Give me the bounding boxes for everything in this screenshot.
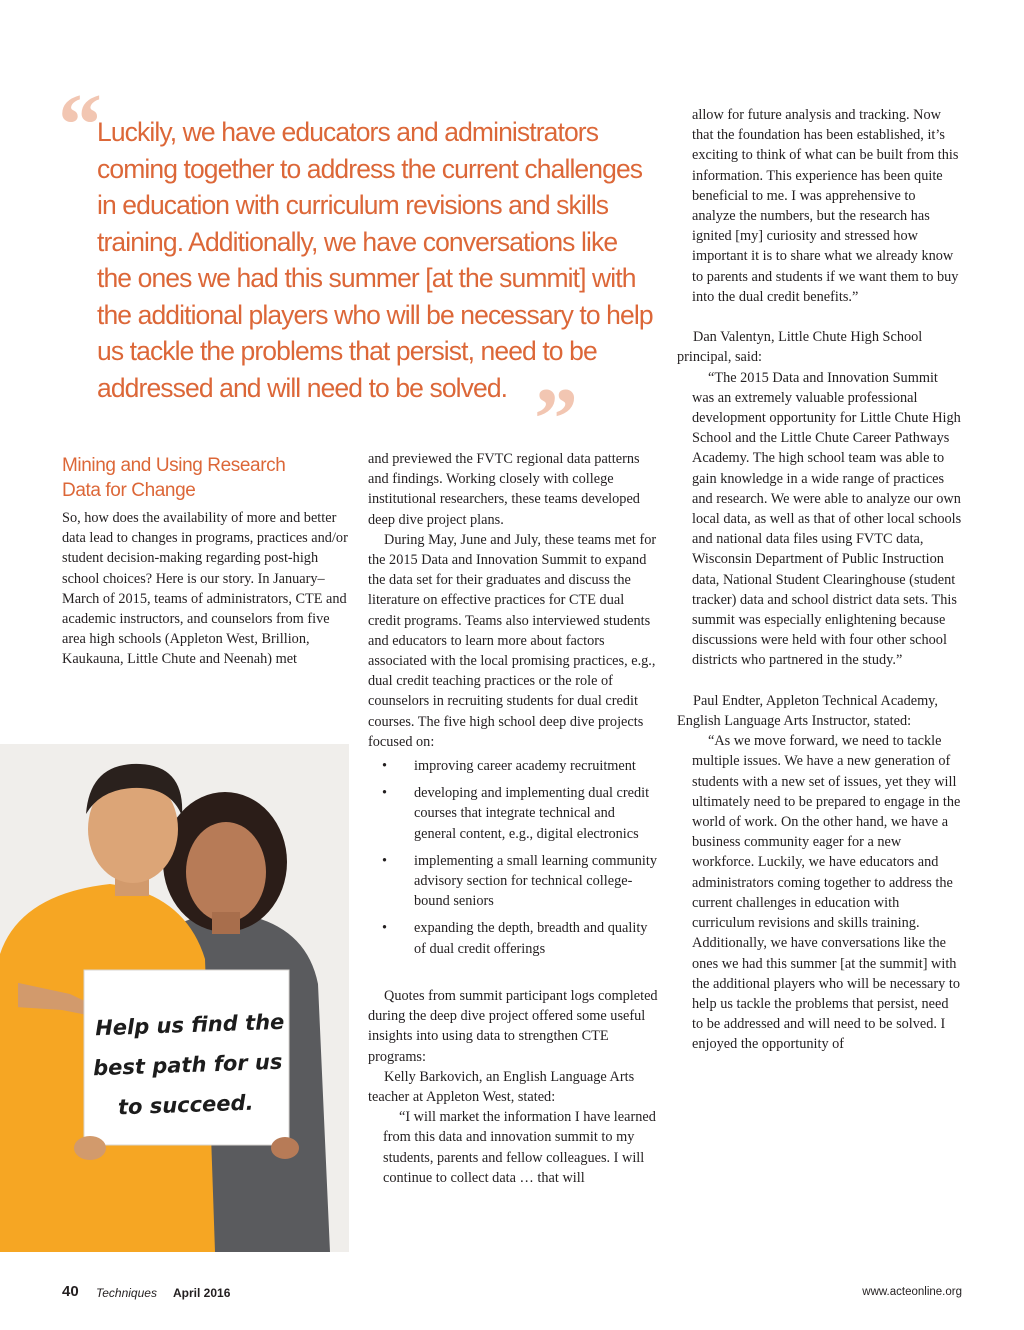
bullet-marker: • xyxy=(382,852,388,869)
bullet-marker: • xyxy=(382,758,388,775)
quote-dan-valentyn: “The 2015 Data and Innovation Summit was an extremely valuable professional development opportunity for Little Chute High School and the Little Chute Career Pathways Academy. The high school team was able to gain knowledge in a wide range of practices and research. We were able to analyze our own local data, as well as that of other local schools and national data files using FVTC data, Wisconsin Department of Public Instruction data, National Student Clearinghouse (student tracker) data and school district data sets. This summit was especially enlightening because discussions were held with four other school districts who partnered in the study.” xyxy=(692,369,962,669)
paragraph: Paul Endter, Appleton Technical Academy, English Language Arts Instructor, stated: xyxy=(677,692,938,730)
students-photo xyxy=(0,744,349,1252)
paragraph: During May, June and July, these teams met for the 2015 Data and Innovation Summit to expand the data set for their graduates and discuss the literature on effective practices for CTE dual credit programs. Teams also interviewed students and educators to learn more about factors associated with the local promising practices, e.g., dual credit teaching practices or the role of counselors in recruiting students for dual credit courses. The five high school deep dive projects focused on: xyxy=(368,531,657,750)
quote-paul-endter: “As we move forward, we need to tackle multiple issues. We have a new generation of students with a new set of issues, yet they will ultimately need to be prepared to engage in the world of work. On the other hand, we have a business community eager for a new workforce. Luckily, we have educators and administrators coming together to address the current challenges in education with curriculum revisions and skills training. Additionally, we have conversations like the ones we had this summer [at the summit] with the additional players who will be necessary to help us tackle the problems that persist, need to be addressed and will need to be solved. I enjoyed the opportunity of xyxy=(692,733,961,1053)
section-heading-line2: Data for Change xyxy=(62,480,196,501)
section-heading-line1: Mining and Using Research xyxy=(62,455,286,476)
intro-paragraph: So, how does the availability of more and better data lead to changes in programs, practices and/or student decision-making regarding post-high school choices? Here is our story. In January–March of 2015, teams of administrators, CTE and academic instructors, and counselors from five area high schools (Appleton West, Brillion, Kaukauna, Little Chute and Neenah) met xyxy=(62,510,348,668)
website-url: www.acteonline.org xyxy=(862,1286,962,1298)
list-item-text: expanding the depth, breadth and quality of dual credit offerings xyxy=(414,920,648,957)
list-item xyxy=(368,756,658,776)
column-3 xyxy=(677,105,962,1055)
list-item xyxy=(368,851,658,912)
pull-quote: Luckily, we have educators and administrators coming together to address the current challenges in education with curriculum revisions and skills training. Additionally, we have conversations like the ones we had this summer [at the summit] with the additional players who will be necessary to help us tackle the problems that persist, need to be addressed and will need to be solved. xyxy=(97,117,653,403)
paragraph: Quotes from summit participant logs completed during the deep dive project offered some useful insights into using data to strengthen CTE programs: xyxy=(368,988,658,1065)
list-item-text: developing and implementing dual credit courses that integrate technical and general content, e.g., digital electronics xyxy=(414,785,650,842)
list-item-text: implementing a small learning community advisory section for technical college-bound seniors xyxy=(414,852,657,910)
sign-line-3: to succeed. xyxy=(117,1090,254,1120)
students-illustration xyxy=(0,744,349,1252)
bullet-marker: • xyxy=(382,785,388,802)
issue-date: April 2016 xyxy=(173,1286,231,1300)
column-2 xyxy=(368,449,658,1188)
list-item xyxy=(368,918,658,958)
quote-kelly-barkovich: “I will market the information I have learned from this data and innovation summit to my students, parents and fellow colleagues. I will continue to collect data … that will xyxy=(383,1109,656,1186)
list-item xyxy=(368,783,658,844)
quote-continuation: allow for future analysis and tracking. Now that the foundation has been established, it’s exciting to think of what can be built from this information. This experience has been quite beneficial to me. I was apprehensive to analyze the numbers, but the research has ignited [my] curiosity and stressed how important it is to share what we already know to parents and students if we want them to buy into the dual credit benefits.” xyxy=(692,107,959,305)
magazine-name: Techniques xyxy=(96,1286,157,1300)
sign-line-2: best path for us xyxy=(92,1049,283,1081)
section-heading xyxy=(62,453,362,503)
bullet-list xyxy=(368,756,658,959)
page-number: 40 xyxy=(62,1283,79,1300)
sign-line-1: Help us find the xyxy=(94,1009,285,1041)
open-quote-mark: “ xyxy=(58,77,102,174)
close-quote-mark: ” xyxy=(534,371,578,468)
column-1 xyxy=(62,508,354,670)
paragraph: Dan Valentyn, Little Chute High School principal, said: xyxy=(677,329,923,366)
list-item-text: improving career academy recruitment xyxy=(414,758,636,775)
paragraph: Kelly Barkovich, an English Language Arts teacher at Appleton West, stated: xyxy=(368,1068,635,1106)
paragraph: and previewed the FVTC regional data patterns and findings. Working closely with college institutional researchers, these teams developed deep dive project plans. xyxy=(368,451,640,528)
bullet-marker: • xyxy=(382,920,388,937)
